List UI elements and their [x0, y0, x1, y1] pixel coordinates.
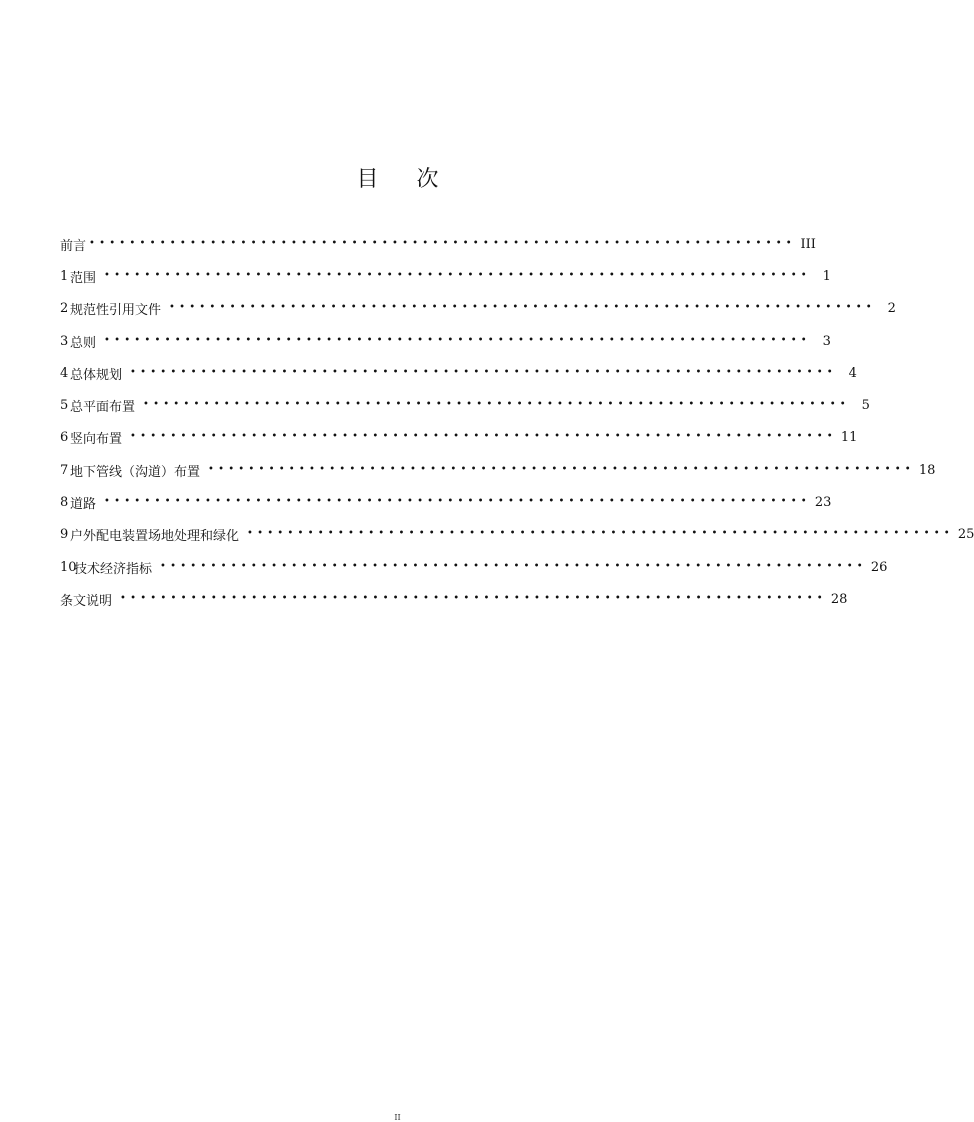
- toc-entry-number: 4: [60, 365, 69, 381]
- toc-entry-3[interactable]: [60, 325, 831, 357]
- toc-leader-dots: ••••••••••••••••••••••••••••••••••••••••••••••••••••••••••••••••••••••: [247, 528, 954, 540]
- toc-leader-dots: ••••••••••••••••••••••••••••••••••••••••••••••••••••••••••••••••••••••: [160, 560, 867, 572]
- toc-entry-page: 1: [822, 268, 831, 284]
- toc-entry-label: 范围: [70, 270, 97, 286]
- toc-leader-dots: ••••••••••••••••••••••••••••••••••••••••••••••••••••••••••••••••••••••: [89, 237, 796, 249]
- toc-entry-number: 3: [60, 333, 69, 349]
- toc-leader-dots: ••••••••••••••••••••••••••••••••••••••••••••••••••••••••••••••••••••••: [143, 399, 850, 411]
- toc-entry-label: 条文说明: [60, 593, 113, 609]
- toc-entry-5[interactable]: [60, 389, 870, 421]
- toc-entry-number: 10: [60, 559, 77, 575]
- toc-entry-8[interactable]: [60, 486, 832, 518]
- toc-leader-dots: ••••••••••••••••••••••••••••••••••••••••••••••••••••••••••••••••••••••: [130, 431, 837, 443]
- toc-entry-label: 地下管线（沟道）布置: [70, 464, 201, 480]
- toc-entry-number: 5: [60, 398, 69, 414]
- toc-leader-dots: ••••••••••••••••••••••••••••••••••••••••••••••••••••••••••••••••••••••: [130, 366, 837, 378]
- toc-entry-page: 23: [814, 495, 832, 511]
- page-title-part2: 次: [416, 167, 439, 192]
- toc-entry-page: 11: [840, 430, 858, 446]
- toc-leader-dots: ••••••••••••••••••••••••••••••••••••••••••••••••••••••••••••••••••••••: [120, 592, 827, 604]
- toc-entry-label: 技术经济指标: [74, 561, 153, 577]
- page-title: [0, 162, 795, 193]
- toc-entry-page: 26: [870, 559, 888, 575]
- toc-entry-4[interactable]: [60, 357, 857, 389]
- toc-entry-page: 28: [830, 591, 848, 607]
- toc-leader-dots: ••••••••••••••••••••••••••••••••••••••••••••••••••••••••••••••••••••••: [104, 496, 811, 508]
- toc-entry-label: 总平面布置: [70, 400, 136, 416]
- toc-entry-2[interactable]: [60, 293, 896, 325]
- toc-entry-foreword[interactable]: [60, 228, 816, 260]
- toc-entry-number: 8: [60, 495, 69, 511]
- toc-entry-9[interactable]: [60, 519, 974, 551]
- toc-entry-label: 户外配电装置场地处理和绿化: [70, 529, 240, 545]
- toc-entry-label: 总体规划: [70, 367, 123, 383]
- toc-entry-page: III: [800, 236, 816, 252]
- toc-entry-number: 7: [60, 462, 69, 478]
- page-number-footer: II: [394, 1113, 401, 1122]
- page-title-part1: 目: [356, 167, 379, 192]
- toc-entry-page: 2: [887, 301, 896, 317]
- toc-entry-1[interactable]: [60, 260, 831, 292]
- toc-entry-number: 9: [60, 527, 69, 543]
- toc-entry-number: 2: [60, 301, 69, 317]
- toc-entry-10[interactable]: [60, 551, 888, 583]
- toc-entry-page: 4: [848, 365, 857, 381]
- toc-entry-page: 18: [918, 462, 936, 478]
- toc-entry-7[interactable]: [60, 454, 936, 486]
- toc-leader-dots: ••••••••••••••••••••••••••••••••••••••••••••••••••••••••••••••••••••••: [104, 334, 811, 346]
- toc-entry-number: 6: [60, 430, 69, 446]
- toc-entry-page: 25: [957, 527, 974, 543]
- toc-entry-label: 总则: [70, 335, 97, 351]
- toc-entry-label: 道路: [70, 497, 97, 513]
- toc-entry-label: 竖向布置: [70, 432, 123, 448]
- toc-entry-explanation[interactable]: [60, 583, 848, 615]
- toc-entry-label: 规范性引用文件: [70, 303, 162, 319]
- toc-entry-6[interactable]: [60, 422, 858, 454]
- toc-entry-number: 1: [60, 268, 69, 284]
- toc-leader-dots: ••••••••••••••••••••••••••••••••••••••••••••••••••••••••••••••••••••••: [208, 463, 915, 475]
- table-of-contents: [60, 228, 974, 616]
- toc-entry-page: 5: [861, 398, 870, 414]
- toc-entry-page: 3: [822, 333, 831, 349]
- toc-leader-dots: ••••••••••••••••••••••••••••••••••••••••••••••••••••••••••••••••••••••: [169, 302, 876, 314]
- toc-entry-label: 前言: [60, 238, 87, 254]
- toc-leader-dots: ••••••••••••••••••••••••••••••••••••••••••••••••••••••••••••••••••••••: [104, 269, 811, 281]
